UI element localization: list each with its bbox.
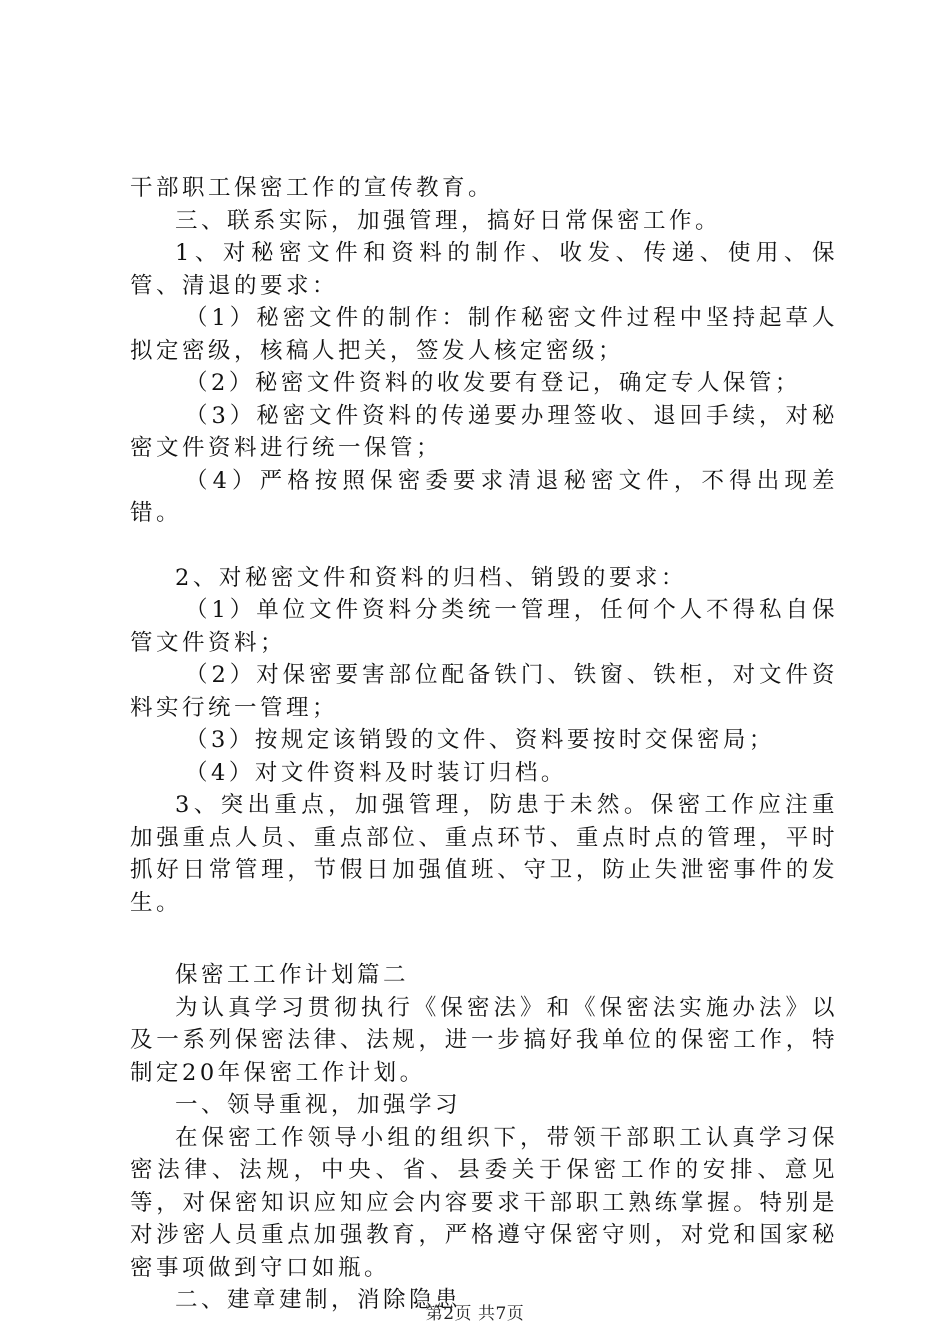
paragraph: 在保密工作领导小组的组织下，带领干部职工认真学习保密法律、法规，中央、省、县委关于保密工作的安排、意见等，对保密知识应知应会内容要求干部职工熟练掌握。特别是对涉密人员重点加强教育，严格遵守保密守则，对党和国家秘密事项做到守口如瓶。	[130, 1124, 838, 1281]
list-item: （4）对文件资料及时装订归档。	[185, 759, 567, 786]
section-heading: 一、领导重视，加强学习	[175, 1092, 462, 1118]
page-footer: 第2页 共7页	[425, 1304, 525, 1324]
list-item: （2）对保密要害部位配备铁门、铁窗、铁柜，对文件资料实行统一管理；	[130, 662, 838, 721]
paragraph: 为认真学习贯彻执行《保密法》和《保密法实施办法》以及一系列保密法律、法规，进一步搞好我单位的保密工作，特制定20年保密工作计划。	[130, 994, 838, 1086]
document-body	[130, 172, 838, 1317]
list-item: （3）秘密文件资料的传递要办理签收、退回手续，对秘密文件资料进行统一保管；	[130, 402, 838, 461]
paragraph: 干部职工保密工作的宣传教育。	[130, 175, 495, 201]
list-item: （3）按规定该销毁的文件、资料要按时交保密局；	[185, 727, 775, 753]
section-heading: 二、建章建制，消除隐患	[175, 1287, 462, 1313]
paragraph: 1、对秘密文件和资料的制作、收发、传递、使用、保管、清退的要求：	[130, 240, 838, 299]
paragraph: 2、对秘密文件和资料的归档、销毁的要求：	[175, 564, 687, 591]
list-item: （2）秘密文件资料的收发要有登记，确定专人保管；	[185, 370, 801, 396]
paragraph: 3、突出重点，加强管理，防患于未然。保密工作应注重加强重点人员、重点部位、重点环节、重点时点的管理，平时抓好日常管理，节假日加强值班、守卫，防止失泄密事件的发生。	[130, 792, 838, 916]
list-item: （4）严格按照保密委要求清退秘密文件，不得出现差错。	[130, 467, 838, 526]
section-heading: 三、联系实际，加强管理，搞好日常保密工作。	[175, 207, 722, 234]
list-item: （1）秘密文件的制作：制作秘密文件过程中坚持起草人拟定密级，核稿人把关，签发人核定密级；	[130, 305, 838, 364]
article-title: 保密工工作计划篇二	[175, 962, 410, 988]
list-item: （1）单位文件资料分类统一管理，任何个人不得私自保管文件资料；	[130, 597, 838, 656]
